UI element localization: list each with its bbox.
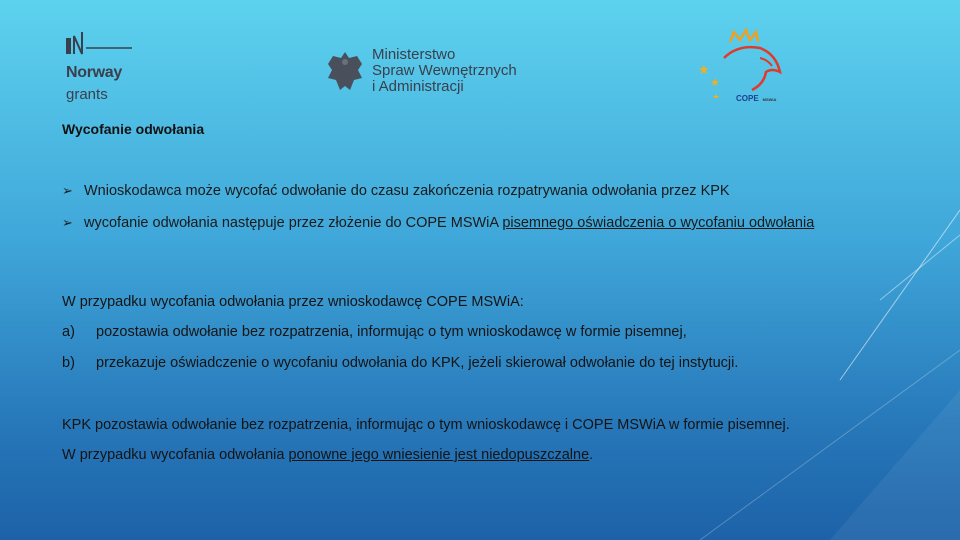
svg-text:★: ★ [698, 63, 710, 78]
list-text: przekazuje oświadczenie o wycofaniu odwołania do KPK, jeżeli skierował odwołanie do tej instytucji. [96, 355, 739, 371]
ministry-line-1: Ministerstwo [372, 46, 456, 63]
paragraph-intro: W przypadku wycofania odwołania przez wnioskodawcę COPE MSWiA: [62, 294, 524, 310]
final-text-start: W przypadku wycofania odwołania [62, 447, 289, 463]
cope-name: COPE [736, 94, 759, 103]
ministry-name [372, 47, 517, 95]
svg-text:★: ★ [712, 93, 721, 98]
cope-eagle-icon [694, 28, 794, 98]
final-text-end: . [589, 447, 594, 463]
ministry-line-2: Spraw Wewnętrznych [372, 62, 517, 79]
cope-label [736, 94, 776, 103]
cope-sub: MSWiA [762, 97, 777, 102]
bullet-text: Wnioskodawca może wycofać odwołanie do czasu zakończenia rozpatrywania odwołania przez KPK [84, 183, 730, 199]
logos-bar [0, 0, 960, 120]
svg-text:★: ★ [710, 76, 720, 89]
arrow-bullet-icon: ➢ [62, 215, 73, 230]
ministry-logo [324, 44, 544, 104]
norway-grants-logo [62, 28, 152, 108]
paragraph-final [62, 447, 593, 463]
section-heading: Wycofanie odwołania [62, 121, 205, 137]
bullet-text-start: wycofanie odwołania następuje przez złożenie do COPE MSWiA [84, 215, 503, 231]
bullet-text [84, 212, 918, 234]
grants-label: grants [66, 86, 108, 103]
norway-grants-icon [66, 30, 136, 60]
list-text: pozostawia odwołanie bez rozpatrzenia, informując o tym wnioskodawcę w formie pisemnej, [96, 324, 687, 340]
paragraph-kpk: KPK pozostawia odwołanie bez rozpatrzenia, informując o tym wnioskodawcę i COPE MSWiA w formie pisemnej. [62, 417, 790, 433]
list-label: b) [62, 355, 75, 371]
bullet-text-underlined: pisemnego oświadczenia o wycofaniu odwołania [502, 215, 815, 231]
final-text-underlined: ponowne jego wniesienie jest niedopuszczalne [288, 447, 590, 463]
norway-label: Norway [66, 64, 122, 81]
cope-mswia-logo [694, 28, 794, 110]
list-label: a) [62, 324, 75, 340]
ministry-line-3: i Administracji [372, 78, 464, 95]
arrow-bullet-icon: ➢ [62, 183, 73, 198]
eagle-emblem-icon [324, 48, 366, 94]
